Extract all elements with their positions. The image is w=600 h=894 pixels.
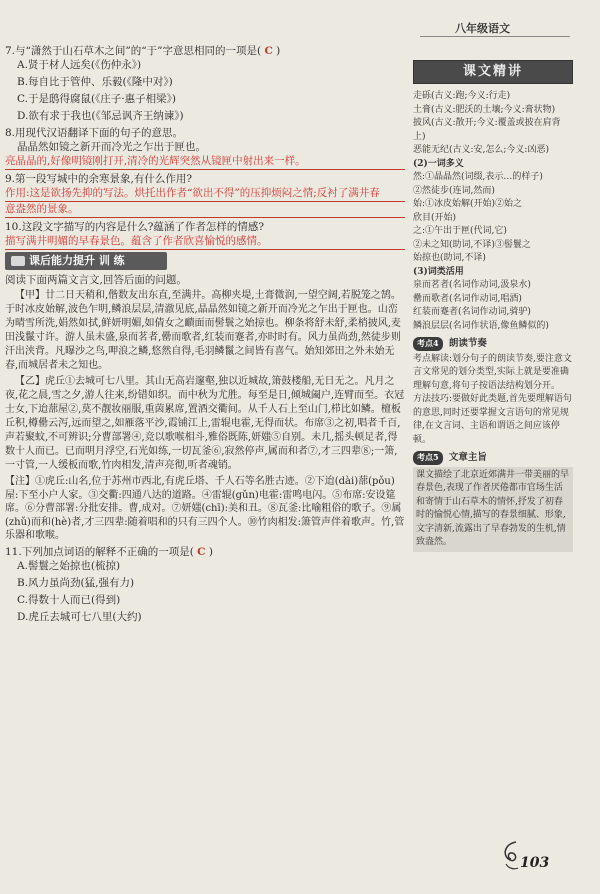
question-11: [5, 545, 405, 624]
sidebar-title: 课文精讲: [413, 60, 573, 84]
kaodian-4-tip: 考点解读:划分句子的朗读节奏,要注意文言文常见的划分类型,实际上就是要准确理解句意,将句子按语法结构划分开。: [413, 353, 572, 391]
kaodian-5-row: [413, 451, 573, 465]
sidebar-line-11: ②未之知(助词,不译)③髻鬟之: [413, 239, 531, 250]
q11-option-b: B.风力虽尚劲(猛,强有力): [17, 576, 135, 589]
kaodian-4-row: [413, 337, 573, 351]
kaodian-4-label: 朗读节奏: [448, 338, 487, 349]
sidebar-line-13: (3)词类活用: [413, 266, 464, 277]
q11-option-d: D.虎丘去城可七八里(大约): [17, 610, 142, 623]
q7-close: ): [276, 45, 281, 57]
sidebar-line-7: ②然徒步(连词,然而): [413, 185, 495, 196]
sidebar-line-14: 泉而茗者(名词作动词,汲泉水): [413, 280, 531, 290]
q9-answer-line2: 意盎然的景象。: [5, 202, 405, 218]
q11-answer: C: [197, 545, 206, 558]
reading-passages: [5, 289, 405, 473]
q11-option-c: C.得数十人而已(得到): [17, 593, 121, 606]
main-column: [5, 44, 405, 627]
q9-answer-line1: 作用:这是欲扬先抑的写法。烘托出作者“欲出不得”的压抑烦闷之情;反衬了满井春: [5, 186, 405, 202]
kaodian-5-theme: 课文描绘了北京近郊满井一带美丽的早春景色,表现了作者厌倦都市官场生活和寄情于山石草木的情怀,抒发了初春时的愉悦心情,描写的春景细腻、形象,文字清新,流露出了早春勃发的生机,情致盎然。: [413, 467, 573, 552]
sidebar-line-3: 披风(古义:散开;今义:覆盖或披在肩背上): [413, 118, 561, 142]
sidebar-line-2: 土膏(古义:肥沃的土壤;今义:膏状物): [413, 104, 556, 115]
sidebar-line-16: 红装而蹇者(名词作动词,骑驴): [413, 307, 531, 317]
q8-stem: 8.用现代汉语翻译下面的句子的意思。: [5, 127, 184, 139]
page-number: 103: [520, 855, 550, 871]
q11-option-a: A.髻鬟之始掠也(梳掠): [17, 559, 121, 572]
swirl-ornament-icon: [498, 838, 522, 872]
section-icon: [11, 256, 25, 266]
sidebar: [413, 60, 573, 552]
kaodian-4-chip: 考点4: [413, 337, 443, 351]
passage-a: 【甲】廿二日天稍和,偕数友出东直,至满井。高柳夹堤,土膏微润,一望空阔,若脱笼之鹄。于时冰皮始解,波色乍明,鳞浪层层,清澈见底,晶晶然如镜之新开而冷光之乍出于匣也。山峦为晴雪所洗,娟然如拭,鲜妍明媚,如倩女之靧面而髻鬟之始掠也。柳条将舒未舒,柔梢披风,麦田浅鬣寸许。游人虽未盛,泉而茗者,罍而歌者,红装而蹇者,亦时时有。风力虽尚劲,然徒步则汗出浃背。凡曝沙之鸟,呷浪之鳞,悠然自得,毛羽鳞鬣之间皆有喜气。始知郊田之外未始无春,而城居者未之知也。: [5, 290, 401, 371]
q8-sentence: 晶晶然如镜之新开而冷光之乍出于匣也。: [17, 141, 206, 153]
kaodian-5-chip: 考点5: [413, 451, 443, 465]
q10-answer: 描写满井明媚的早春景色。蕴含了作者欣喜愉悦的感情。: [5, 234, 405, 250]
sidebar-line-5: (2)一词多义: [413, 158, 464, 169]
sidebar-line-6: 然:①晶晶然(词缀,表示…的样子): [413, 172, 543, 182]
sidebar-line-17: 鳞浪层层(名词作状语,像鱼鳞似的): [413, 320, 549, 331]
question-8: [5, 126, 405, 170]
question-7: [5, 44, 405, 123]
q11-stem: 11.下列加点词语的解释不正确的一项是(: [5, 545, 194, 558]
q9-stem: 9.第一段写城中的余寒景象,有什么作用?: [5, 173, 192, 185]
q10-stem: 10.这段文字描写的内容是什么?蕴涵了作者怎样的情感?: [5, 221, 264, 233]
q8-answer: 亮晶晶的,好像明镜刚打开,清冷的光辉突然从镜匣中射出来一样。: [5, 154, 405, 170]
sidebar-line-1: 走砾(古义:跑;今义:行走): [413, 91, 511, 101]
passage-b: 【乙】虎丘①去城可七八里。其山无高岩邃壑,独以近城故,箫鼓楼船,无日无之。凡月之夜,花之晨,雪之夕,游人往来,纷错如织。而中秋为尤胜。每至是日,倾城阖户,连臂而至。衣冠士女,下迨蔀屋②,莫不靓妆丽服,重茵累席,置酒交衢间。从千人石上至山门,栉比如鳞。檀板丘积,樽罍云泻,远而望之,如雁落平沙,霞铺江上,雷辊电霍,无得而状。布席③之初,唱者千百,声若聚蚊,不可辨识;分曹部署④,竞以歌喉相斗,雅俗既陈,妍媸⑤自别。未几,摇头顿足者,得数十人而已。已而明月浮空,石光如练,一切瓦釜⑥,寂然停声,属而和者⑦,才三四辈⑧;一箫,一寸管,一人缓板而歌,竹肉相发,清声亮彻,听者魂销。: [5, 376, 405, 471]
sidebar-line-10: 之:①午出于匣(代词,它): [413, 226, 507, 236]
question-10: [5, 220, 405, 250]
q7-option-b: B.每自比于管仲、乐毅(《隆中对》): [17, 76, 173, 88]
page-header-title: 八年级语文: [455, 22, 510, 35]
q7-option-d: D.欲有求于我也(《邹忌讽齐王纳谏》): [17, 110, 184, 122]
section-bar-label: 课后能力提升 训 练: [29, 254, 125, 267]
header-rule: [420, 36, 570, 37]
q7-stem: 7.与“潇然于山石草木之间”的“于”字意思相同的一项是(: [5, 45, 262, 57]
reading-intro: 阅读下面两篇文言文,回答后面的问题。: [5, 274, 187, 286]
q11-close: ): [208, 545, 213, 558]
q7-option-c: C.于是鸱得腐鼠(《庄子·惠子相梁》): [17, 93, 177, 105]
sidebar-line-8: 始:①冰皮始解(开始)②始之: [413, 199, 523, 209]
sidebar-line-4: 恶能无纪(古义:安,怎么;今义:凶恶): [413, 145, 549, 155]
section-bar: [5, 252, 167, 270]
kaodian-5-label: 文章主旨: [448, 452, 487, 463]
q7-answer: C: [264, 45, 273, 57]
sidebar-line-9: 欣目(开始): [413, 212, 457, 223]
sidebar-line-12: 始掠也(助词,不译): [413, 253, 486, 263]
question-9: [5, 172, 405, 218]
q7-option-a: A.贤于材人远矣(《伤仲永》): [17, 59, 142, 71]
sidebar-line-15: 罍而歌者(名词作动词,唱酒): [413, 293, 522, 304]
reading-notes: 【注】①虎丘:山名,位于苏州市西北,有虎丘塔、千人石等名胜古迹。②下迨(dài)蔀(pǒu)屋:下至小户人家。③交衢:四通八达的道路。④雷辊(gǔn)电霍:雷鸣电闪。⑤布席:安设筵席。⑥分曹部署:分批安排。曹,成对。⑦妍媸(chī):美和丑。⑧瓦釜:比喻粗俗的歌子。⑨属(zhǔ)而和(hè)者,才三四辈:随着唱和的只有三四个人。⑩竹肉相发:箫管声伴着歌声。竹,管乐器和歌喉。: [5, 476, 405, 541]
kaodian-4-method: 方法技巧:要做好此类题,首先要理解语句的意思,同时还要掌握文言语句的常见规律,在文言词、主语和谓语之间应该停顿。: [413, 394, 572, 445]
